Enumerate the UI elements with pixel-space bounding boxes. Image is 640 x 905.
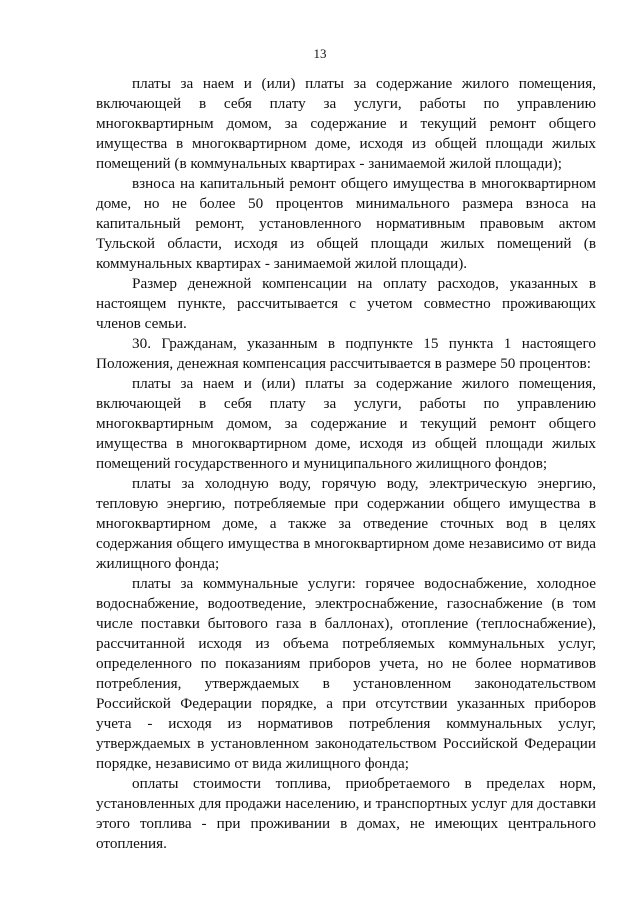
paragraph-utilities: платы за коммунальные услуги: горячее водоснабжение, холодное водоснабжение, водоотведение, электроснабжение, газоснабжение (в том числе поставки бытового газа в баллонах), отопление (теплоснабжение), рассчитанной исходя из объема потребляемых коммунальных услуг, определенного по показаниям приборов учета, но не более нормативов потребления, утверждаемых в установленном законодательством Российской Федерации порядке, а при отсутствии указанных приборов учета - исходя из нормативов потребления коммунальных услуг, утверждаемых в установленном законодательством Российской Федерации порядке, независимо от вида жилищного фонда;	[96, 575, 596, 772]
paragraph-water-energy: платы за холодную воду, горячую воду, электрическую энергию, тепловую энергию, потребляемые при содержании общего имущества в многоквартирном доме, а также за отведение сточных вод в целях содержания общего имущества в многоквартирном доме независимо от вида жилищного фонда;	[96, 475, 596, 572]
paragraph-capital-repair: взноса на капитальный ремонт общего имущества в многоквартирном доме, но не более 50 процентов минимального размера взноса на капитальный ремонт, установленного нормативным правовым актом Тульской области, исходя из общей площади жилых помещений (в коммунальных квартирах - занимаемой жилой площади).	[96, 175, 596, 272]
paragraph-fuel: оплаты стоимости топлива, приобретаемого в пределах норм, установленных для продажи населению, и транспортных услуг для доставки этого топлива - при проживании в домах, не имеющих центрального отопления.	[96, 775, 596, 852]
document-body	[96, 74, 596, 854]
paragraph-compensation-size: Размер денежной компенсации на оплату расходов, указанных в настоящем пункте, рассчитывается с учетом совместно проживающих членов семьи.	[96, 275, 596, 332]
paragraph-item-30: 30. Гражданам, указанным в подпункте 15 пункта 1 настоящего Положения, денежная компенсация рассчитывается в размере 50 процентов:	[96, 335, 596, 372]
page-number: 13	[313, 46, 327, 61]
paragraph-rent-payment: платы за наем и (или) платы за содержание жилого помещения, включающей в себя плату за услуги, работы по управлению многоквартирным домом, за содержание и текущий ремонт общего имущества в многоквартирном доме, исходя из общей площади жилых помещений (в коммунальных квартирах - занимаемой жилой площади);	[96, 75, 596, 172]
paragraph-rent-payment-state: платы за наем и (или) платы за содержание жилого помещения, включающей в себя плату за услуги, работы по управлению многоквартирным домом, за содержание и текущий ремонт общего имущества в многоквартирном доме, исходя из общей площади жилых помещений государственного и муниципального жилищного фондов;	[96, 375, 596, 472]
